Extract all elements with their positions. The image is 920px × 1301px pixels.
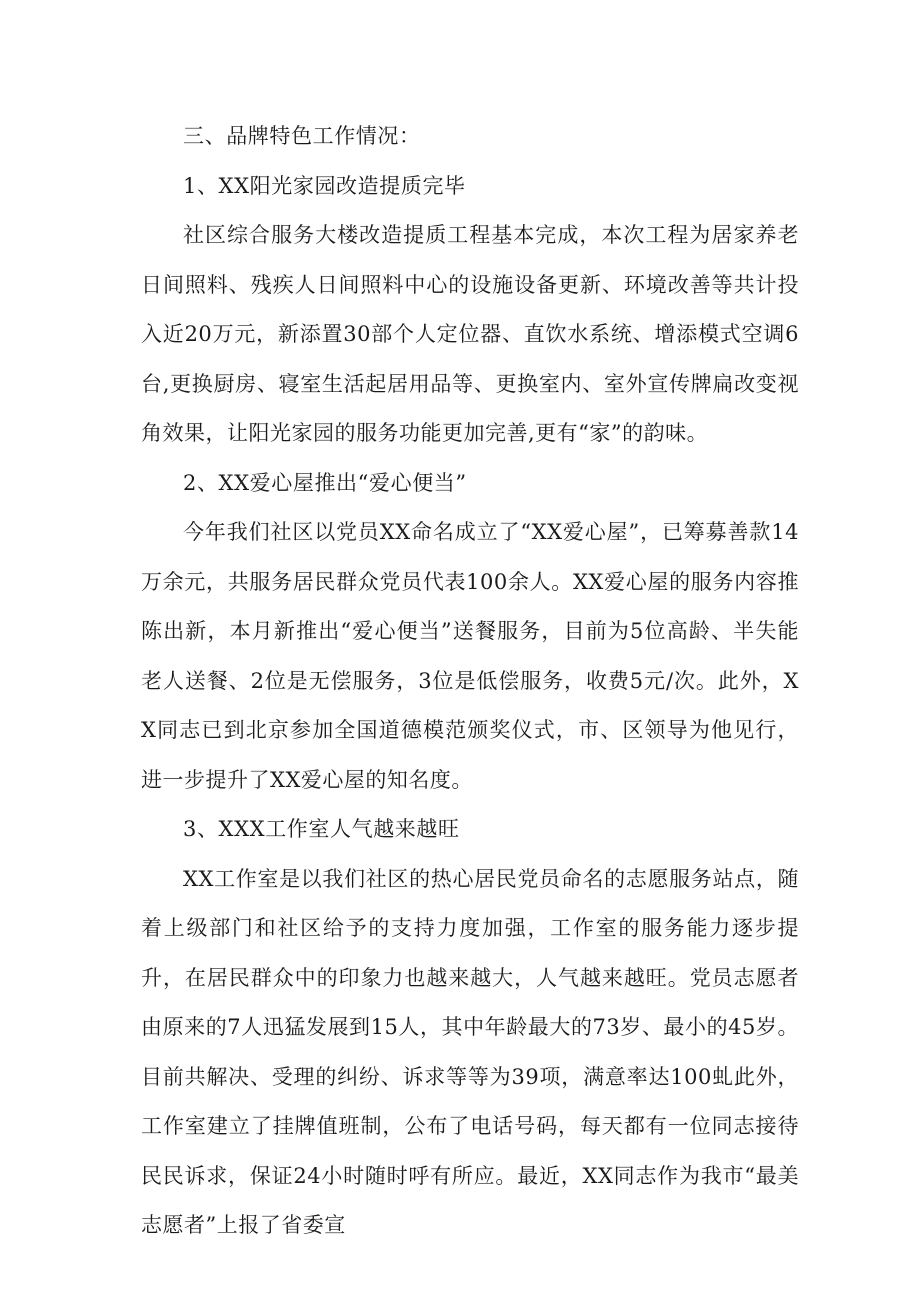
- item-3-heading: 3、XXX工作室人气越来越旺: [183, 817, 460, 841]
- item-2-heading: 2、XX爱心屋推出“爱心便当”: [183, 470, 467, 495]
- item-2-paragraph: 今年我们社区以党员XX命名成立了“XX爱心屋”，已筹募善款14万余元，共服务居民群众党员代表100余人。XX爱心屋的服务内容推陈出新，本月新推出“爱心便当”送餐服务，目前为5位高龄、半失能老人送餐、2位是无偿服务，3位是低偿服务，收费5元/次。此外，XX同志已到北京参加全国道德模范颁奖仪式，市、区领导为他见行，进一步提升了XX爱心屋的知名度。: [141, 520, 799, 792]
- item-1-paragraph: 社区综合服务大楼改造提质工程基本完成，本次工程为居家养老日间照料、残疾人日间照料中心的设施设备更新、环境改善等共计投入近20万元，新添置30部个人定位器、直饮水系统、增添模式空调6台,更换厨房、寝室生活起居用品等、更换室内、室外宣传牌扁改变视角效果，让阳光家园的服务功能更加完善,更有“家”的韵味。: [141, 223, 799, 445]
- section-title: 三、品牌特色工作情况：: [183, 124, 421, 148]
- item-3-paragraph: XX工作室是以我们社区的热心居民党员命名的志愿服务站点，随着上级部门和社区给予的支持力度加强，工作室的服务能力逐步提升，在居民群众中的印象力也越来越大，人气越来越旺。党员志愿者由原来的7人迅猛发展到15人，其中年龄最大的73岁、最小的45岁。目前共解决、受理的纠纷、诉求等等为39项，满意率达100虬此外，工作室建立了挂牌值班制，公布了电话号码，每天都有一位同志接待民民诉求，保证24小时随时呼有所应。最近，XX同志作为我市“最美志愿者”上报了省委宣: [141, 866, 799, 1237]
- item-1-heading: 1、XX阳光家园改造提质完毕: [183, 173, 466, 198]
- document-body: [141, 112, 799, 1251]
